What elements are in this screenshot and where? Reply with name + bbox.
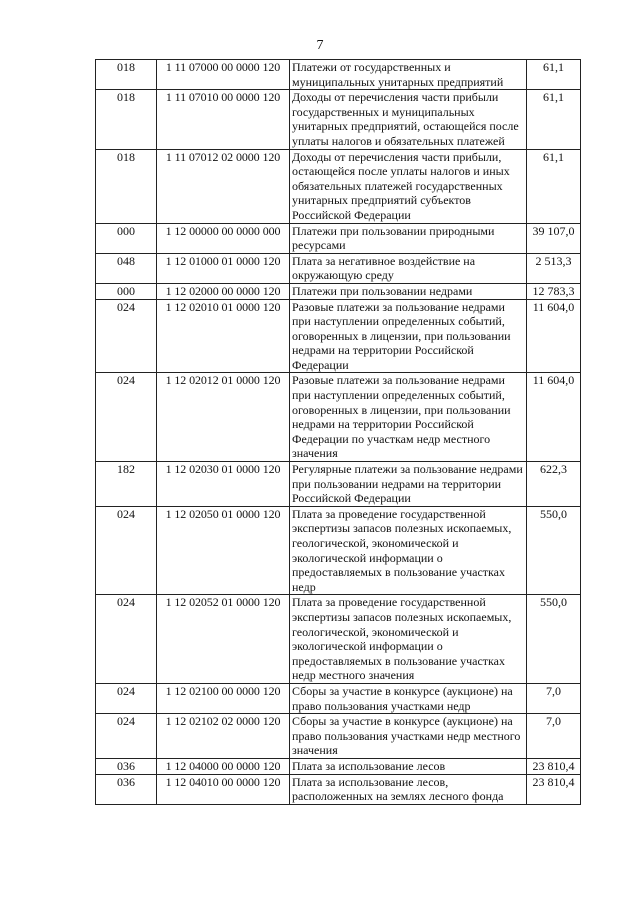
admin-code-cell: 000 xyxy=(96,283,157,299)
admin-code-cell: 036 xyxy=(96,758,157,774)
budget-code-cell: 1 12 02012 01 0000 120 xyxy=(157,373,290,462)
revenue-name-cell: Плата за проведение государственной экспертизы запасов полезных ископаемых, геологической, экономической и экологической информации о предоставляемых в пользование участках недр местного значения xyxy=(290,595,527,684)
admin-code-cell: 024 xyxy=(96,299,157,373)
revenue-name-cell: Доходы от перечисления части прибыли государственных и муниципальных унитарных предприятий, остающейся после уплаты налогов и обязательных платежей xyxy=(290,90,527,149)
budget-code-cell: 1 11 07010 00 0000 120 xyxy=(157,90,290,149)
admin-code-cell: 048 xyxy=(96,253,157,283)
budget-revenue-table xyxy=(95,59,581,805)
revenue-name-cell: Платежи при пользовании природными ресурсами xyxy=(290,223,527,253)
amount-cell: 23 810,4 xyxy=(527,758,581,774)
table-row xyxy=(96,149,581,223)
amount-cell: 622,3 xyxy=(527,462,581,507)
budget-code-cell: 1 12 02100 00 0000 120 xyxy=(157,683,290,713)
budget-code-cell: 1 12 04010 00 0000 120 xyxy=(157,774,290,804)
amount-cell: 550,0 xyxy=(527,506,581,595)
amount-cell: 11 604,0 xyxy=(527,373,581,462)
admin-code-cell: 018 xyxy=(96,90,157,149)
budget-code-cell: 1 11 07000 00 0000 120 xyxy=(157,60,290,90)
table-row xyxy=(96,283,581,299)
admin-code-cell: 000 xyxy=(96,223,157,253)
budget-code-cell: 1 12 00000 00 0000 000 xyxy=(157,223,290,253)
amount-cell: 39 107,0 xyxy=(527,223,581,253)
admin-code-cell: 024 xyxy=(96,595,157,684)
budget-code-cell: 1 12 02000 00 0000 120 xyxy=(157,283,290,299)
revenue-name-cell: Разовые платежи за пользование недрами при наступлении определенных событий, оговоренных в лицензии, при пользовании недрами на территории Российской Федерации xyxy=(290,299,527,373)
table-row xyxy=(96,60,581,90)
table-row xyxy=(96,595,581,684)
amount-cell: 61,1 xyxy=(527,60,581,90)
budget-code-cell: 1 12 02102 02 0000 120 xyxy=(157,714,290,759)
budget-code-cell: 1 12 01000 01 0000 120 xyxy=(157,253,290,283)
table-row xyxy=(96,683,581,713)
admin-code-cell: 024 xyxy=(96,683,157,713)
budget-code-cell: 1 11 07012 02 0000 120 xyxy=(157,149,290,223)
budget-code-cell: 1 12 04000 00 0000 120 xyxy=(157,758,290,774)
admin-code-cell: 024 xyxy=(96,714,157,759)
budget-code-cell: 1 12 02010 01 0000 120 xyxy=(157,299,290,373)
table-row xyxy=(96,299,581,373)
admin-code-cell: 018 xyxy=(96,149,157,223)
budget-code-cell: 1 12 02030 01 0000 120 xyxy=(157,462,290,507)
table-row xyxy=(96,714,581,759)
revenue-name-cell: Плата за использование лесов, расположенных на землях лесного фонда xyxy=(290,774,527,804)
budget-code-cell: 1 12 02052 01 0000 120 xyxy=(157,595,290,684)
amount-cell: 550,0 xyxy=(527,595,581,684)
table-row xyxy=(96,506,581,595)
amount-cell: 23 810,4 xyxy=(527,774,581,804)
amount-cell: 61,1 xyxy=(527,90,581,149)
amount-cell: 12 783,3 xyxy=(527,283,581,299)
amount-cell: 61,1 xyxy=(527,149,581,223)
revenue-name-cell: Плата за негативное воздействие на окружающую среду xyxy=(290,253,527,283)
table-row xyxy=(96,774,581,804)
amount-cell: 7,0 xyxy=(527,714,581,759)
revenue-name-cell: Регулярные платежи за пользование недрами при пользовании недрами на территории Российской Федерации xyxy=(290,462,527,507)
revenue-name-cell: Платежи от государственных и муниципальных унитарных предприятий xyxy=(290,60,527,90)
revenue-name-cell: Плата за проведение государственной экспертизы запасов полезных ископаемых, геологической, экономической и экологической информации о предоставляемых в пользование участках недр xyxy=(290,506,527,595)
budget-code-cell: 1 12 02050 01 0000 120 xyxy=(157,506,290,595)
table-row xyxy=(96,223,581,253)
revenue-name-cell: Плата за использование лесов xyxy=(290,758,527,774)
amount-cell: 2 513,3 xyxy=(527,253,581,283)
table-row xyxy=(96,462,581,507)
amount-cell: 7,0 xyxy=(527,683,581,713)
admin-code-cell: 182 xyxy=(96,462,157,507)
table-row xyxy=(96,90,581,149)
revenue-name-cell: Разовые платежи за пользование недрами при наступлении определенных событий, оговоренных в лицензии, при пользовании недрами на территории Российской Федерации по участкам недр местного значения xyxy=(290,373,527,462)
page-number: 7 xyxy=(316,38,324,53)
amount-cell: 11 604,0 xyxy=(527,299,581,373)
table-row xyxy=(96,373,581,462)
admin-code-cell: 024 xyxy=(96,506,157,595)
admin-code-cell: 036 xyxy=(96,774,157,804)
revenue-name-cell: Сборы за участие в конкурсе (аукционе) на право пользования участками недр местного значения xyxy=(290,714,527,759)
admin-code-cell: 018 xyxy=(96,60,157,90)
table-row xyxy=(96,253,581,283)
revenue-name-cell: Доходы от перечисления части прибыли, остающейся после уплаты налогов и иных обязательных платежей государственных унитарных предприятий субъектов Российской Федерации xyxy=(290,149,527,223)
table-row xyxy=(96,758,581,774)
admin-code-cell: 024 xyxy=(96,373,157,462)
revenue-name-cell: Платежи при пользовании недрами xyxy=(290,283,527,299)
revenue-name-cell: Сборы за участие в конкурсе (аукционе) на право пользования участками недр xyxy=(290,683,527,713)
table-body xyxy=(96,60,581,805)
